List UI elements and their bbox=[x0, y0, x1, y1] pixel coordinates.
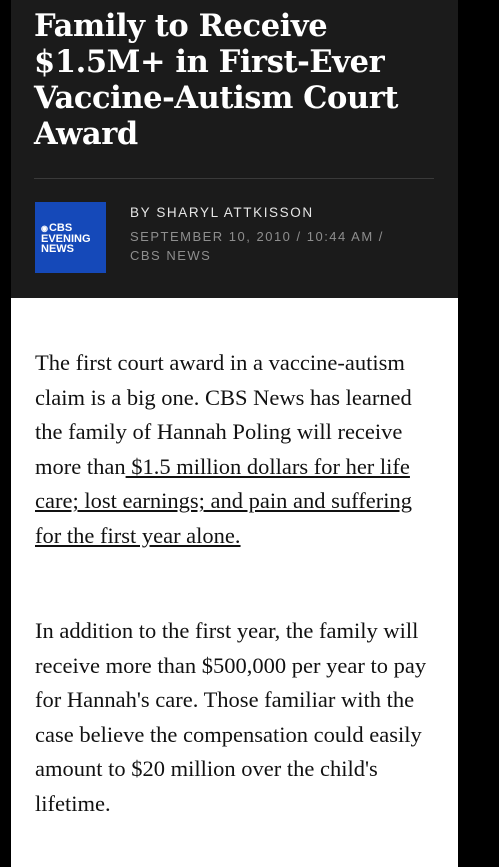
logo-line-2: EVENING bbox=[41, 233, 91, 245]
author-byline[interactable]: BY SHARYL ATTKISSON bbox=[130, 205, 314, 220]
headline: Family to Receive $1.5M+ in First-Ever Vaccine-Autism Court Award bbox=[34, 8, 399, 152]
cbs-evening-news-logo[interactable] bbox=[35, 202, 106, 273]
logo-line-1: ◉CBS bbox=[41, 222, 73, 234]
award-details-link[interactable]: $1.5 million dollars for her life care; lost earnings; and pain and suffering for the first year alone. bbox=[35, 453, 412, 548]
logo-line-3: NEWS bbox=[41, 243, 74, 255]
publish-date-source: SEPTEMBER 10, 2010 / 10:44 AM / CBS NEWS bbox=[130, 229, 384, 263]
cbs-eye-icon: ◉ bbox=[41, 224, 48, 233]
paragraph-1 bbox=[35, 346, 430, 554]
article-body bbox=[11, 298, 458, 867]
paragraph-1-text: The first court award in a vaccine-autism claim is a big one. CBS News has learned the family of Hannah Poling will receive more than bbox=[35, 350, 412, 479]
header-divider bbox=[34, 178, 434, 179]
paragraph-2: In addition to the first year, the family will receive more than $500,000 per year to pay for Hannah's care. Those familiar with the case believe the compensation could easily amount to $20 million over the child's lifetime. bbox=[35, 618, 427, 816]
